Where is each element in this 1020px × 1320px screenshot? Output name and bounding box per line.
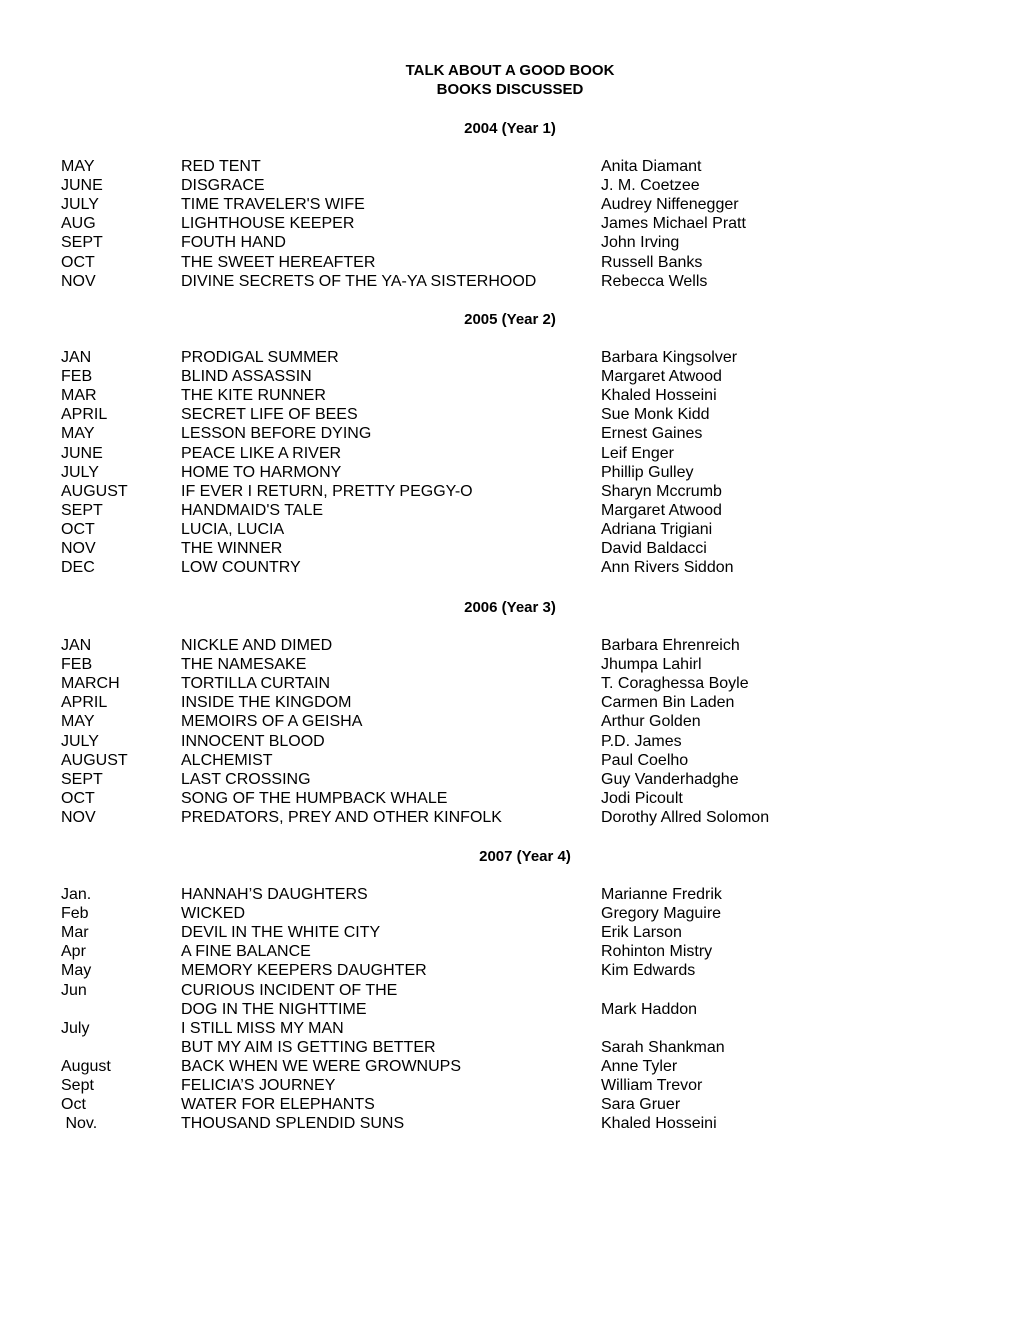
book-title: TORTILLA CURTAIN (181, 675, 331, 693)
book-month: NOV (61, 808, 96, 826)
book-row (0, 712, 1020, 731)
book-row (0, 732, 1020, 751)
book-month: JUNE (61, 177, 103, 195)
book-title: HOME TO HARMONY (181, 463, 342, 481)
book-month: MAY (61, 158, 95, 175)
book-row (0, 1000, 1020, 1019)
book-author: Sharyn Mccrumb (601, 482, 722, 500)
book-month: AUGUST (61, 751, 128, 769)
book-month: AUGUST (61, 482, 128, 500)
book-month: JULY (61, 732, 99, 750)
book-month: Sept (61, 1077, 94, 1094)
book-author: J. M. Coetzee (601, 177, 700, 195)
book-month: Apr (61, 943, 86, 961)
book-row (0, 674, 1020, 693)
book-row (0, 1076, 1020, 1095)
book-author: Gregory Maguire (601, 905, 722, 923)
book-author: Rebecca Wells (601, 272, 708, 290)
book-row (0, 214, 1020, 233)
book-author: Barbara Kingsolver (601, 349, 738, 366)
book-author: Anne Tyler (601, 1057, 678, 1075)
book-title: DEVIL IN THE WHITE CITY (181, 924, 381, 942)
book-author: Barbara Ehrenreich (601, 637, 740, 654)
book-month: JULY (61, 196, 99, 214)
book-title: INNOCENT BLOOD (181, 732, 325, 750)
book-row (0, 405, 1020, 424)
book-author: Margaret Atwood (601, 368, 722, 386)
book-author: Kim Edwards (601, 962, 696, 980)
book-row (0, 482, 1020, 501)
book-month: Mar (61, 924, 89, 942)
book-month: JAN (61, 637, 92, 654)
book-title: THOUSAND SPLENDID SUNS (181, 1115, 405, 1133)
year-heading: 2005 (Year 2) (464, 311, 556, 328)
book-author: Anita Diamant (601, 158, 702, 175)
book-month: JAN (61, 349, 92, 366)
book-row (0, 1019, 1020, 1038)
book-title: DISGRACE (181, 177, 265, 195)
book-row (0, 693, 1020, 712)
book-title: LAST CROSSING (181, 770, 311, 788)
book-row (0, 520, 1020, 539)
book-author: Paul Coelho (601, 751, 689, 769)
book-title: THE WINNER (181, 540, 283, 557)
book-title: WICKED (181, 905, 245, 923)
book-title: RED TENT (181, 158, 261, 175)
book-month: July (61, 1019, 90, 1037)
book-author: Sarah Shankman (601, 1038, 725, 1056)
book-month: OCT (61, 789, 95, 807)
book-title: BLIND ASSASSIN (181, 368, 312, 386)
book-month: Nov. (61, 1115, 98, 1133)
book-month: JUNE (61, 444, 103, 462)
book-month: Jan. (61, 886, 92, 903)
book-author: T. Coraghessa Boyle (601, 675, 749, 693)
book-author: Jhumpa Lahirl (601, 656, 702, 674)
book-author: Audrey Niffenegger (601, 196, 739, 214)
book-month: SEPT (61, 234, 103, 252)
book-author: David Baldacci (601, 540, 707, 557)
book-author: Adriana Trigiani (601, 520, 713, 538)
book-month: AUG (61, 215, 96, 233)
book-row (0, 1114, 1020, 1133)
book-author: Guy Vanderhadghe (601, 770, 739, 788)
book-row (0, 885, 1020, 904)
book-month: NOV (61, 540, 96, 557)
book-month: May (61, 962, 92, 980)
book-row (0, 539, 1020, 558)
book-month: OCT (61, 520, 95, 538)
book-row (0, 367, 1020, 386)
book-title: HANNAH’S DAUGHTERS (181, 886, 368, 903)
book-month: FEB (61, 368, 93, 386)
book-title: HANDMAID'S TALE (181, 501, 324, 519)
book-row (0, 233, 1020, 252)
book-title: TIME TRAVELER'S WIFE (181, 196, 365, 214)
book-month: MAR (61, 387, 97, 405)
book-author: Sue Monk Kidd (601, 406, 710, 424)
book-row (0, 961, 1020, 980)
book-month: SEPT (61, 501, 103, 519)
book-title: FOUTH HAND (181, 234, 286, 252)
book-author: Ernest Gaines (601, 425, 703, 443)
book-row (0, 424, 1020, 443)
book-row (0, 789, 1020, 808)
book-title: MEMOIRS OF A GEISHA (181, 713, 363, 731)
book-author: Margaret Atwood (601, 501, 722, 519)
book-row (0, 808, 1020, 827)
book-title: A FINE BALANCE (181, 943, 311, 961)
book-title: THE KITE RUNNER (181, 387, 326, 405)
book-title: PEACE LIKE A RIVER (181, 444, 342, 462)
book-row (0, 272, 1020, 291)
book-row (0, 655, 1020, 674)
book-title: INSIDE THE KINGDOM (181, 694, 352, 712)
book-row (0, 923, 1020, 942)
book-row (0, 501, 1020, 520)
book-title: LESSON BEFORE DYING (181, 425, 372, 443)
book-row (0, 1038, 1020, 1057)
book-row (0, 558, 1020, 577)
book-author: James Michael Pratt (601, 215, 746, 233)
book-title: FELICIA’S JOURNEY (181, 1077, 336, 1094)
book-author: William Trevor (601, 1077, 703, 1094)
year-heading: 2007 (Year 4) (479, 848, 571, 865)
book-row (0, 751, 1020, 770)
book-author: Leif Enger (601, 444, 674, 462)
book-title: PRODIGAL SUMMER (181, 349, 339, 366)
book-author: Sara Gruer (601, 1096, 681, 1114)
book-author: P.D. James (601, 732, 682, 750)
book-author: Marianne Fredrik (601, 886, 722, 903)
book-author: Arthur Golden (601, 713, 701, 731)
book-month: SEPT (61, 770, 103, 788)
book-author: Ann Rivers Siddon (601, 559, 734, 577)
document-subtitle: BOOKS DISCUSSED (436, 81, 584, 98)
book-month: August (61, 1057, 111, 1075)
book-author: Mark Haddon (601, 1000, 698, 1018)
book-row (0, 1057, 1020, 1076)
book-title: ALCHEMIST (181, 751, 273, 769)
book-month: MAY (61, 425, 95, 443)
year-heading: 2004 (Year 1) (464, 120, 556, 137)
book-row (0, 176, 1020, 195)
book-month: MAY (61, 713, 95, 731)
book-title: LOW COUNTRY (181, 559, 301, 577)
book-month: JULY (61, 463, 99, 481)
book-title: I STILL MISS MY MAN (181, 1019, 344, 1037)
book-title: DIVINE SECRETS OF THE YA-YA SISTERHOOD (181, 272, 537, 290)
book-month: Jun (61, 981, 87, 999)
book-row (0, 770, 1020, 789)
book-author: Phillip Gulley (601, 463, 694, 481)
book-title: WATER FOR ELEPHANTS (181, 1096, 375, 1114)
book-title: NICKLE AND DIMED (181, 637, 333, 654)
book-title: SECRET LIFE OF BEES (181, 406, 358, 424)
book-author: Russell Banks (601, 253, 703, 271)
book-author: Erik Larson (601, 924, 682, 942)
book-row (0, 904, 1020, 923)
book-author: John Irving (601, 234, 680, 252)
book-title: PREDATORS, PREY AND OTHER KINFOLK (181, 808, 502, 826)
book-title: SONG OF THE HUMPBACK WHALE (181, 789, 448, 807)
book-title: DOG IN THE NIGHTTIME (181, 1000, 367, 1018)
book-row (0, 157, 1020, 176)
book-month: FEB (61, 656, 93, 674)
book-row (0, 386, 1020, 405)
book-month: NOV (61, 272, 96, 290)
book-author: Jodi Picoult (601, 789, 683, 807)
book-title: LIGHTHOUSE KEEPER (181, 215, 355, 233)
book-title: MEMORY KEEPERS DAUGHTER (181, 962, 427, 980)
book-title: BACK WHEN WE WERE GROWNUPS (181, 1057, 462, 1075)
book-month: MARCH (61, 675, 120, 693)
book-title: THE SWEET HEREAFTER (181, 253, 376, 271)
document-title: TALK ABOUT A GOOD BOOK (405, 62, 615, 79)
book-row (0, 195, 1020, 214)
book-author: Rohinton Mistry (601, 943, 713, 961)
book-title: IF EVER I RETURN, PRETTY PEGGY-O (181, 482, 473, 500)
book-title: BUT MY AIM IS GETTING BETTER (181, 1038, 436, 1056)
book-row (0, 942, 1020, 961)
book-month: APRIL (61, 694, 108, 712)
book-month: APRIL (61, 406, 108, 424)
book-author: Khaled Hosseini (601, 387, 717, 405)
book-title: THE NAMESAKE (181, 656, 307, 674)
book-month: Feb (61, 905, 89, 923)
book-month: DEC (61, 559, 95, 577)
book-row (0, 981, 1020, 1000)
book-row (0, 348, 1020, 367)
year-heading: 2006 (Year 3) (464, 599, 556, 616)
book-row (0, 1095, 1020, 1114)
book-author: Dorothy Allred Solomon (601, 808, 770, 826)
book-title: CURIOUS INCIDENT OF THE (181, 981, 398, 999)
book-author: Khaled Hosseini (601, 1115, 717, 1133)
book-title: LUCIA, LUCIA (181, 520, 285, 538)
book-row (0, 636, 1020, 655)
book-row (0, 444, 1020, 463)
book-row (0, 253, 1020, 272)
book-author: Carmen Bin Laden (601, 694, 735, 712)
book-row (0, 463, 1020, 482)
book-month: OCT (61, 253, 95, 271)
book-month: Oct (61, 1096, 86, 1114)
